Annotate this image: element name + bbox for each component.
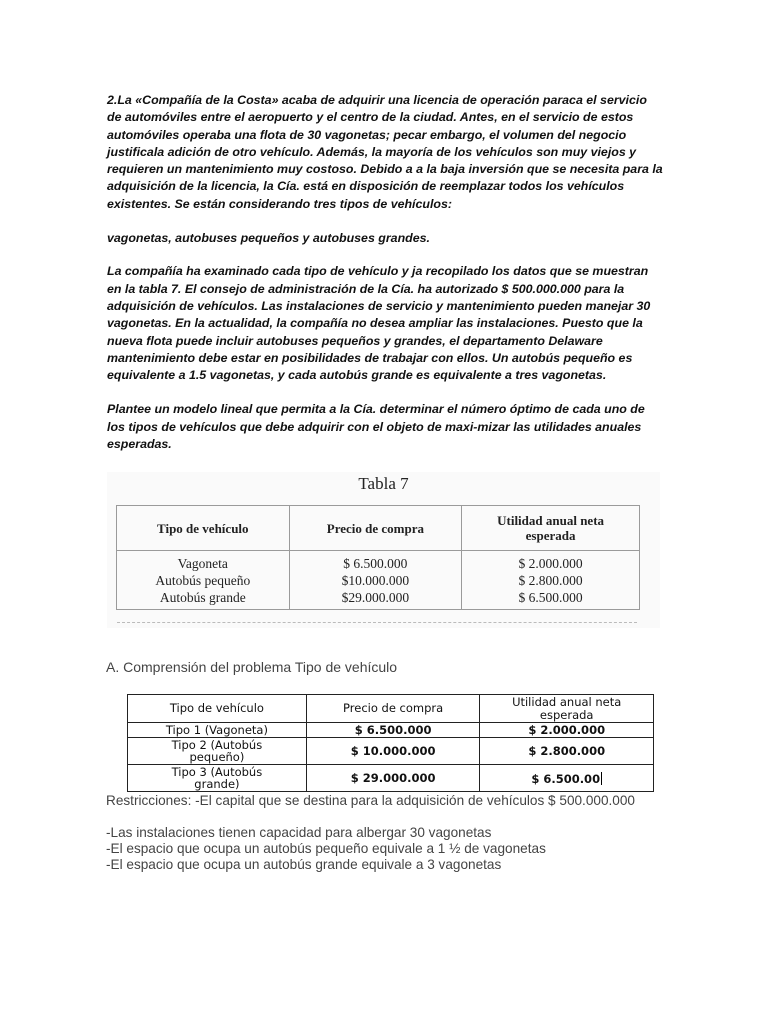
table-header: Precio de compra: [289, 506, 462, 551]
table-row: [128, 765, 654, 792]
annual-profit: $ 2.000.000: [518, 555, 583, 571]
tabla-7: [116, 505, 640, 610]
table-cell: $ 2.800.000: [480, 738, 654, 765]
problem-statement: [107, 92, 663, 470]
restrictions: [106, 793, 706, 873]
table-cell: $ 2.000.000: [480, 723, 654, 738]
restriction-small-bus: -El espacio que ocupa un autobús pequeño equivale a 1 ½ de vagonetas: [106, 841, 546, 856]
vehicle-type: Autobús grande: [159, 589, 246, 605]
annual-profit: $ 2.800.000: [518, 572, 583, 588]
purchase-price: $29.000.000: [341, 589, 410, 605]
table-cell: Tipo 3 (Autobús grande): [128, 765, 307, 792]
restriction-capital: Restricciones: -El capital que se destina para la adquisición de vehículos $ 500.000.000: [106, 793, 635, 808]
problem-paragraph-3: La compañía ha examinado cada tipo de vehículo y ja recopilado los datos que se muestran en la tabla 7. El consejo de administración de la Cía. ha autorizado $ 500.000.000 para la adquisición de vehículos. Las instalaciones de servicio y mantenimiento pueden manejar 30 vagonetas. En la actualidad, la compañía no desea ampliar las instalaciones. Puesto que la nueva flota puede incluir autobuses pequeños y grandes, el departamento Delaware mantenimiento debe estar en posibilidades de trabajar con ellos. Un autobús pequeño es equivalente a 1.5 vagonetas, y cada autobús grande es equivalente a tres vagonetas.: [107, 264, 651, 383]
table-row: [128, 738, 654, 765]
table-header-row: [117, 506, 640, 551]
purchase-price: $ 6.500.000: [343, 555, 408, 571]
editable-cell-text[interactable]: $ 6.500.00: [531, 771, 601, 786]
table-header: Tipo de vehículo: [117, 506, 290, 551]
problem-paragraph-1: 2.La «Compañía de la Costa» acaba de adquirir una licencia de operación paraca el servicio de automóviles entre el aeropuerto y el centro de la ciudad. Antes, en el servicio de estos automóviles operaba una flota de 30 vagonetas; pecar embargo, el volumen del negocio justificala adición de otro vehículo. Además, la mayoría de los vehículos son muy viejos y requieren un mantenimiento muy costoso. Debido a a la baja inversión que se necesita para la adquisición de la licencia, la Cía. está en disposición de reemplazar todos los vehículos existentes. Se están considerando tres tipos de vehículos:: [107, 93, 663, 211]
table-cell: $ 6.500.000: [306, 723, 480, 738]
vehicle-type: Vagoneta: [177, 555, 228, 571]
table-cell: Tipo 1 (Vagoneta): [128, 723, 307, 738]
table-header-row: [128, 695, 654, 723]
tabla-7-image: [107, 472, 660, 628]
table-header: Precio de compra: [306, 695, 480, 723]
tabla-7-title: Tabla 7: [358, 474, 409, 493]
cropped-text-edge: [117, 622, 637, 627]
table-cell: [289, 551, 462, 610]
table-cell: [480, 765, 654, 792]
restriction-capacity: -Las instalaciones tienen capacidad para albergar 30 vagonetas: [106, 825, 492, 840]
table-cell: $ 10.000.000: [306, 738, 480, 765]
table-row: [128, 723, 654, 738]
annual-profit: $ 6.500.000: [518, 589, 583, 605]
restriction-large-bus: -El espacio que ocupa un autobús grande equivale a 3 vagonetas: [106, 857, 502, 872]
table-header: Tipo de vehículo: [128, 695, 307, 723]
table-cell: [117, 551, 290, 610]
table-cell: Tipo 2 (Autobús pequeño): [128, 738, 307, 765]
table-header: Utilidad anual neta esperada: [462, 506, 640, 551]
text-cursor: [601, 772, 602, 785]
section-heading: A. Comprensión del problema Tipo de vehículo: [106, 659, 398, 675]
problem-paragraph-2: vagonetas, autobuses pequeños y autobuses grandes.: [107, 231, 430, 246]
purchase-price: $10.000.000: [341, 572, 410, 588]
table-row: [117, 551, 640, 610]
problem-paragraph-4: Plantee un modelo lineal que permita a la Cía. determinar el número óptimo de cada uno de los tipos de vehículos que debe adquirir con el objeto de maxi-mizar las utilidades anuales esperadas.: [107, 402, 645, 452]
vehicle-table: [127, 694, 654, 792]
table-cell: $ 29.000.000: [306, 765, 480, 792]
table-cell: [462, 551, 640, 610]
table-header: Utilidad anual neta esperada: [480, 695, 654, 723]
vehicle-type: Autobús pequeño: [155, 572, 251, 588]
